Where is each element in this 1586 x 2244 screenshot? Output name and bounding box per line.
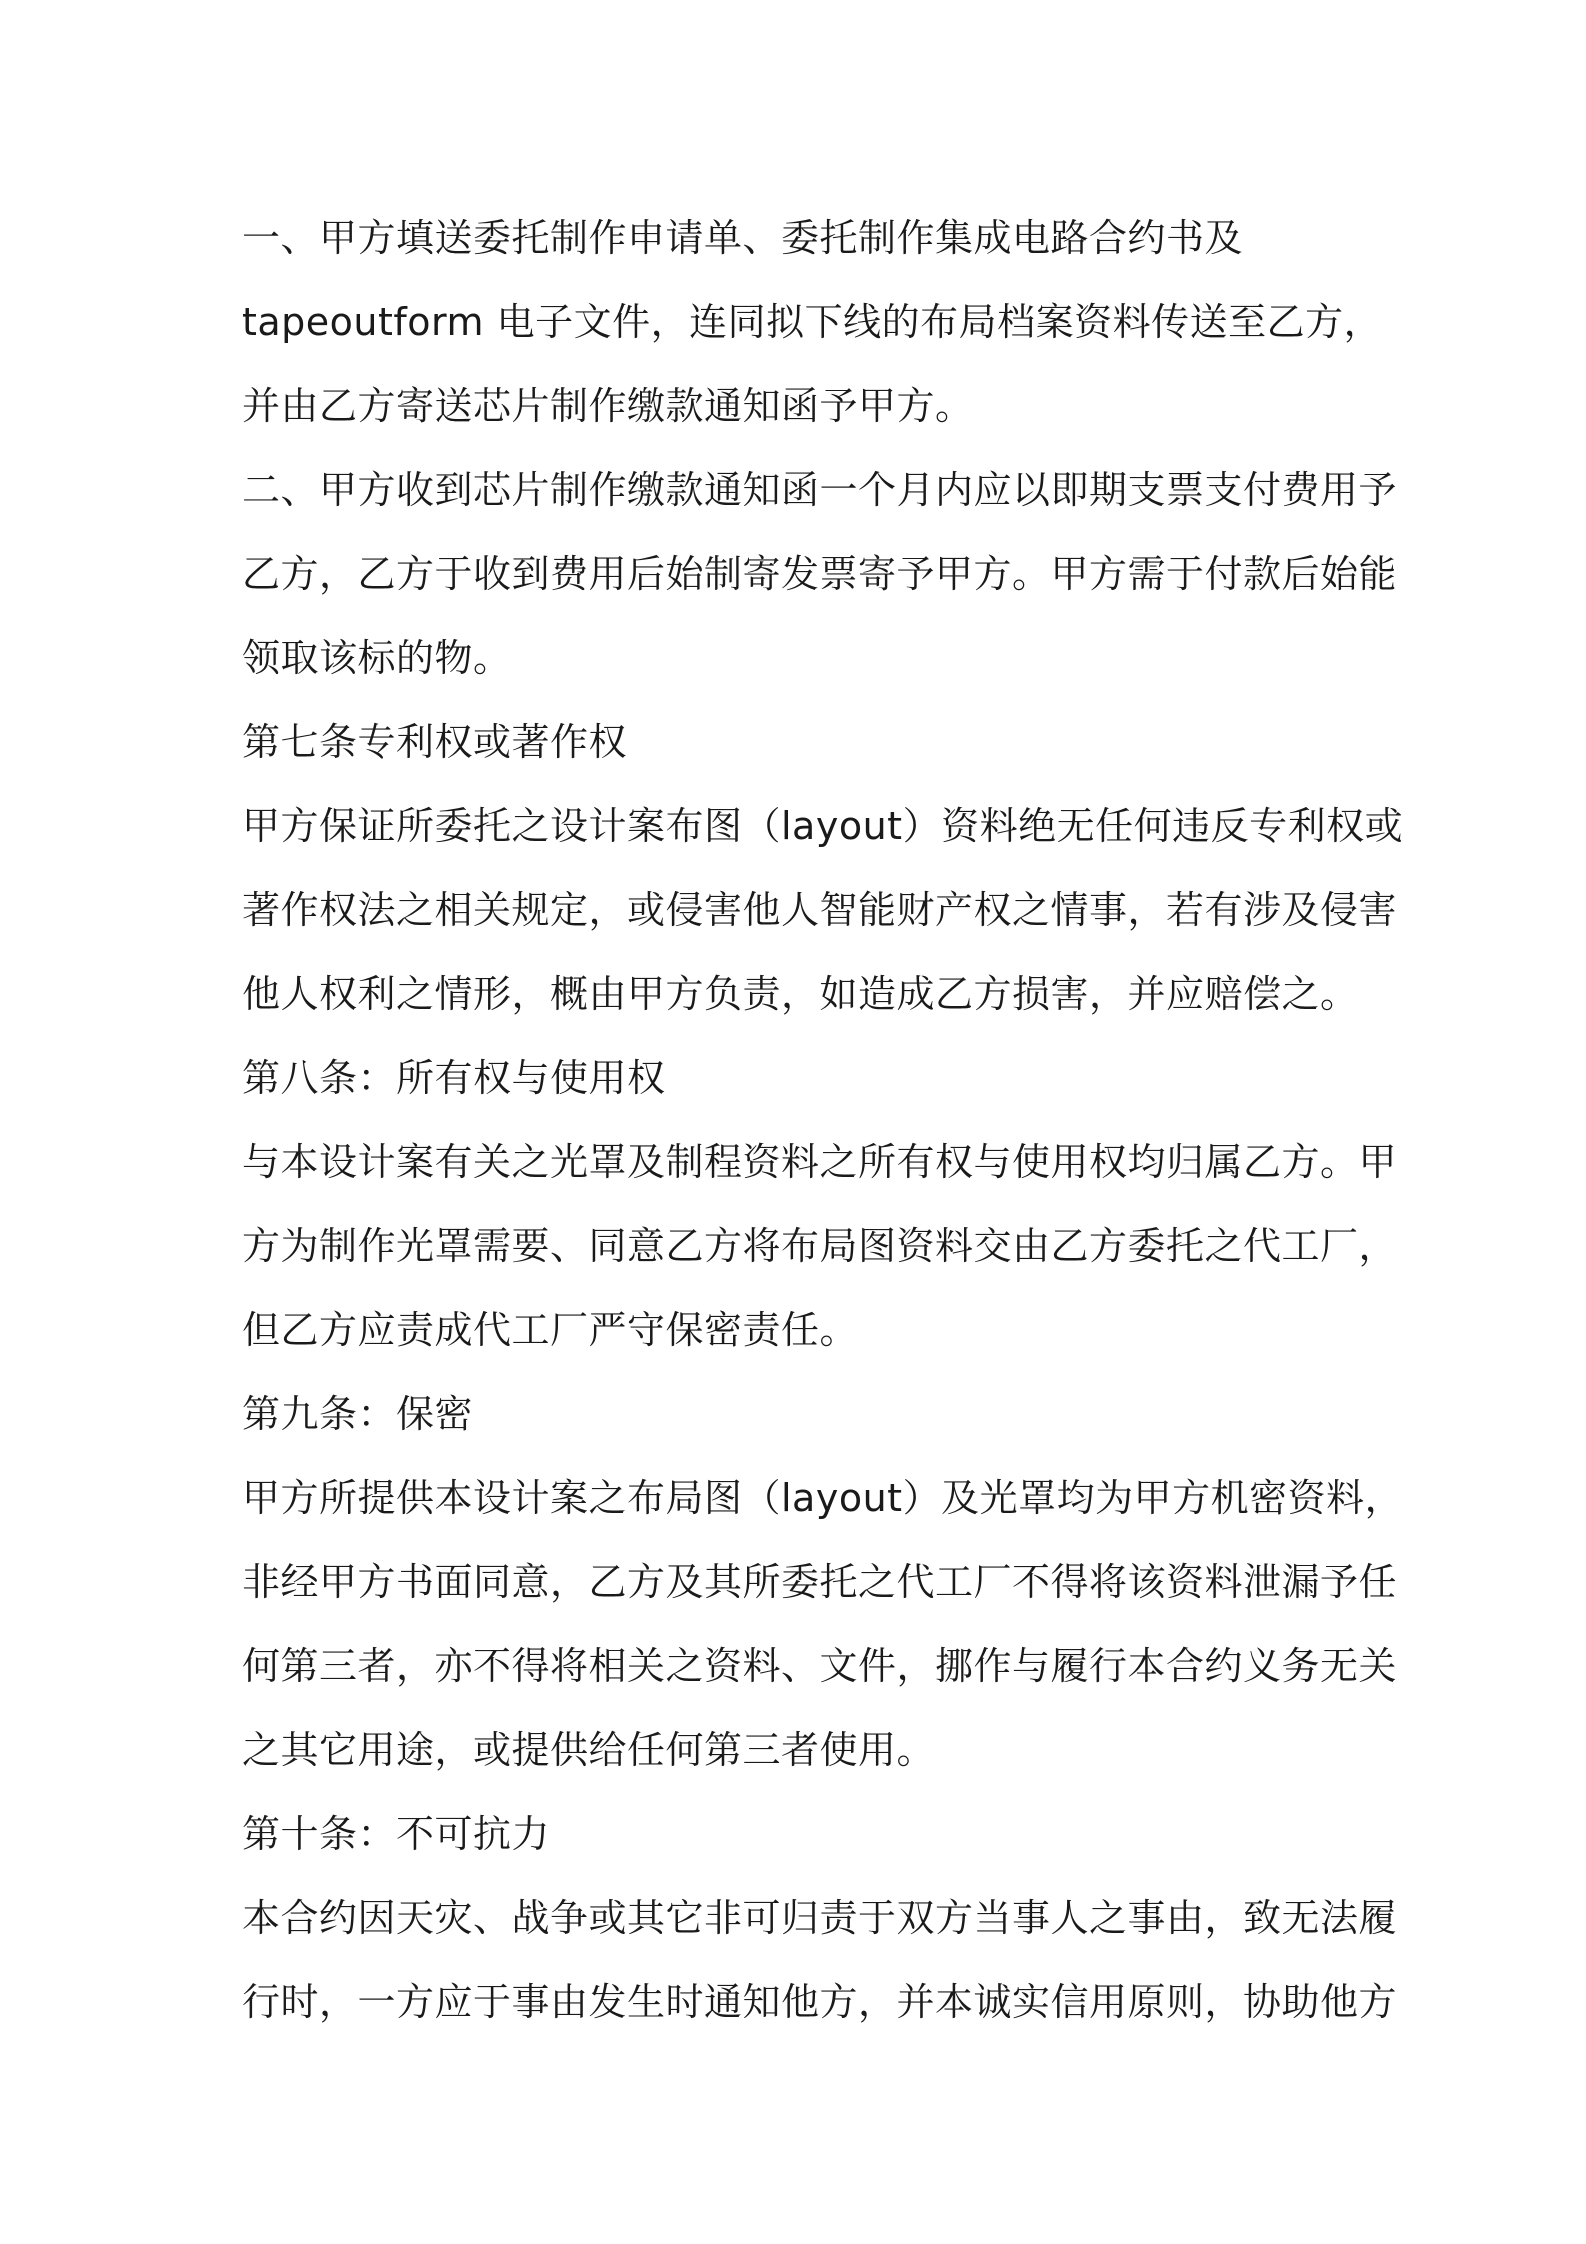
paragraph-line: 甲方保证所委托之设计案布图（layout）资料绝无任何违反专利权或 (242, 804, 1404, 848)
paragraph-line: 非经甲方书面同意，乙方及其所委托之代工厂不得将该资料泄漏予任 (242, 1560, 1398, 1604)
paragraph-line: 他人权利之情形，概由甲方负责，如造成乙方损害，并应赔偿之。 (242, 972, 1359, 1016)
section-heading: 第七条专利权或著作权 (242, 720, 628, 764)
paragraph-line: 并由乙方寄送芯片制作缴款通知函予甲方。 (242, 384, 974, 428)
section-heading: 第十条：不可抗力 (242, 1812, 551, 1856)
paragraph-line: 一、甲方填送委托制作申请单、委托制作集成电路合约书及 (242, 216, 1244, 260)
paragraph-line: tapeoutform 电子文件，连同拟下线的布局档案资料传送至乙方， (242, 300, 1383, 344)
document-body (242, 196, 1404, 2044)
paragraph-line: 与本设计案有关之光罩及制程资料之所有权与使用权均归属乙方。甲 (242, 1140, 1398, 1184)
paragraph-line: 甲方所提供本设计案之布局图（layout）及光罩均为甲方机密资料， (242, 1476, 1404, 1520)
paragraph-line: 领取该标的物。 (242, 636, 512, 680)
paragraph-line: 但乙方应责成代工厂严守保密责任。 (242, 1308, 859, 1352)
section-heading: 第八条：所有权与使用权 (242, 1056, 666, 1100)
paragraph-line: 行时，一方应于事由发生时通知他方，并本诚实信用原则，协助他方 (242, 1980, 1398, 2024)
paragraph-line: 二、甲方收到芯片制作缴款通知函一个月内应以即期支票支付费用予 (242, 468, 1398, 512)
paragraph-line: 本合约因天灾、战争或其它非可归责于双方当事人之事由，致无法履 (242, 1896, 1398, 1940)
paragraph-line: 著作权法之相关规定，或侵害他人智能财产权之情事，若有涉及侵害 (242, 888, 1398, 932)
paragraph-line: 方为制作光罩需要、同意乙方将布局图资料交由乙方委托之代工厂， (242, 1224, 1398, 1268)
paragraph-line: 何第三者，亦不得将相关之资料、文件，挪作与履行本合约义务无关 (242, 1644, 1398, 1688)
section-heading: 第九条：保密 (242, 1392, 474, 1436)
paragraph-line: 乙方，乙方于收到费用后始制寄发票寄予甲方。甲方需于付款后始能 (242, 552, 1398, 596)
paragraph-line: 之其它用途，或提供给任何第三者使用。 (242, 1728, 936, 1772)
